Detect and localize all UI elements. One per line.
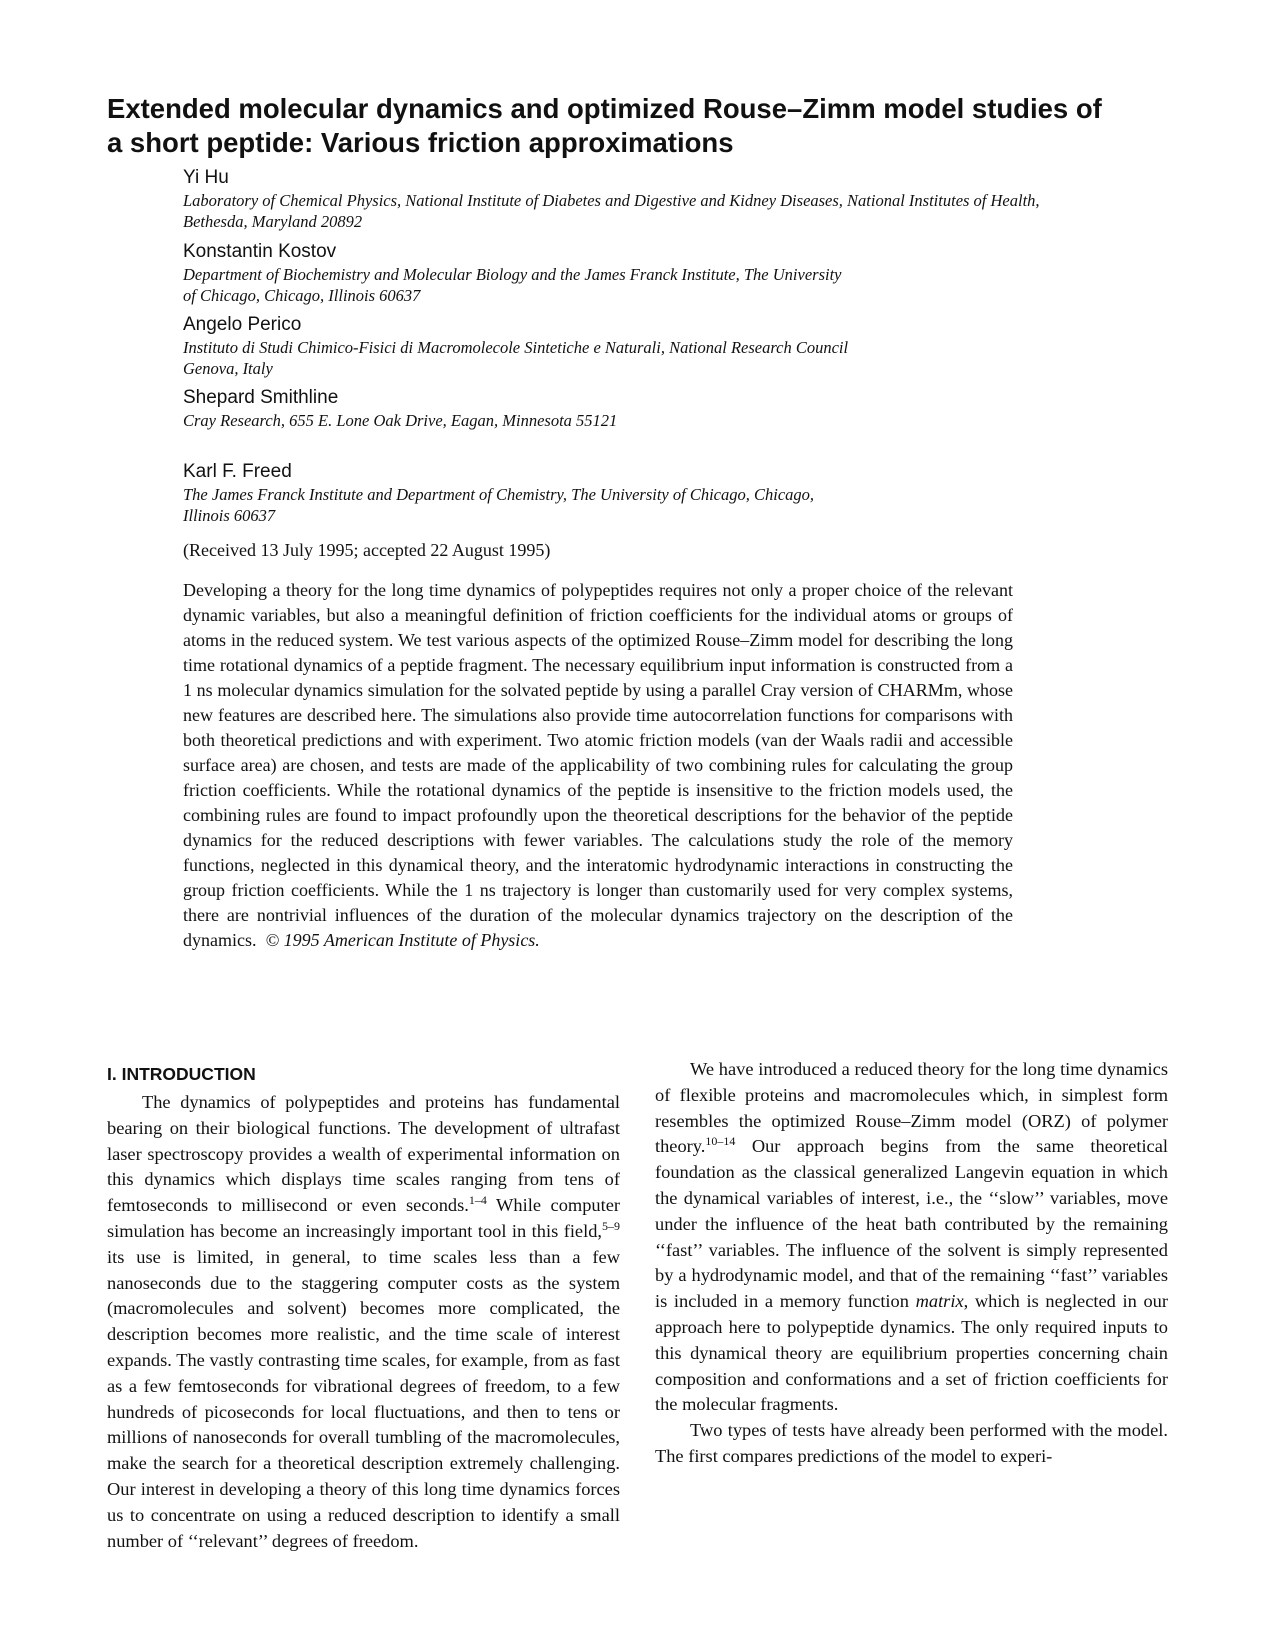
- author-affiliation: Cray Research, 655 E. Lone Oak Drive, Eagan, Minnesota 55121: [183, 411, 618, 430]
- section-heading: I. INTRODUCTION: [107, 1064, 256, 1084]
- copyright-notice: © 1995 American Institute of Physics.: [265, 930, 540, 950]
- author-affiliation: Department of Biochemistry and Molecular Biology and the James Franck Institute, The University of Chicago, Chicago, Illinois 60637: [183, 265, 842, 305]
- author-block: [183, 460, 1083, 526]
- intro-paragraph-1: [107, 1090, 620, 1554]
- abstract: [183, 578, 1013, 953]
- citation: 5–9: [602, 1218, 620, 1233]
- author-name: Angelo Perico: [183, 314, 302, 335]
- author-block: [183, 166, 1083, 232]
- emphasis: matrix: [915, 1291, 964, 1312]
- intro-text: While computer simulation has become an increasingly important tool in this field,: [107, 1195, 620, 1241]
- author-affiliation: Instituto di Studi Chimico-Fisici di Macromolecole Sintetiche e Naturali, National Research Council Genova, Italy: [183, 338, 849, 378]
- citation: 10–14: [705, 1134, 736, 1149]
- intro-paragraph-3: Two types of tests have already been performed with the model. The first compares predictions of the model to experi-: [655, 1420, 1168, 1466]
- intro-text: its use is limited, in general, to time scales less than a few nanoseconds due to the staggering computer costs as the system (macromolecules and solvent) becomes more complicated, the description becomes more realistic, and the time scale of interest expands. The vastly contrasting time scales, for example, from as fast as a few femtoseconds for vibrational degrees of freedom, to a few hundreds of picoseconds for local fluctuations, and then to tens or millions of nanoseconds for overall tumbling of the macromolecules, make the search for a theoretical description extremely challenging. Our interest in developing a theory of this long time dynamics forces us to concentrate on using a reduced description to identify a small number of ‘‘relevant’’ degrees of freedom.: [107, 1246, 620, 1551]
- author-affiliation: Laboratory of Chemical Physics, National Institute of Diabetes and Digestive and Kidney Diseases, National Institutes of Health, Bethesda, Maryland 20892: [183, 191, 1040, 231]
- paper-title: Extended molecular dynamics and optimized Rouse–Zimm model studies of a short peptide: Various friction approximations: [107, 93, 1102, 158]
- author-block: [183, 240, 1083, 306]
- author-block: [183, 313, 1083, 379]
- received-dates: (Received 13 July 1995; accepted 22 August 1995): [183, 540, 551, 560]
- author-block: [183, 386, 1083, 431]
- intro-text: The dynamics of polypeptides and proteins has fundamental bearing on their biological functions. The development of ultrafast laser spectroscopy provides a wealth of experimental information on this dynamics which displays time scales ranging from tens of femtoseconds to millisecond or even seconds.: [107, 1092, 620, 1216]
- citation: 1–4: [468, 1193, 487, 1208]
- intro-paragraph-2: [655, 1057, 1168, 1418]
- author-name: Yi Hu: [183, 167, 229, 188]
- author-name: Konstantin Kostov: [183, 241, 337, 262]
- author-name: Shepard Smithline: [183, 387, 339, 408]
- author-name: Karl F. Freed: [183, 461, 292, 482]
- abstract-text: Developing a theory for the long time dynamics of polypeptides requires not only a proper choice of the relevant dynamic variables, but also a meaningful definition of friction coefficients for the individual atoms or groups of atoms in the reduced system. We test various aspects of the optimized Rouse–Zimm model for describing the long time rotational dynamics of a peptide fragment. The necessary equilibrium input information is constructed from a 1 ns molecular dynamics simulation for the solvated peptide by using a parallel Cray version of CHARMm, whose new features are described here. The simulations also provide time autocorrelation functions for comparisons with both theoretical predictions and with experiment. Two atomic friction models (van der Waals radii and accessible surface area) are chosen, and tests are made of the applicability of two combining rules for calculating the group friction coefficients. While the rotational dynamics of the peptide is insensitive to the friction models used, the combining rules are found to impact profoundly upon the theoretical descriptions for the behavior of the peptide dynamics for the reduced descriptions with fewer variables. The calculations study the role of the memory functions, neglected in this dynamical theory, and the interatomic hydrodynamic interactions in constructing the group friction coefficients. While the 1 ns trajectory is longer than customarily used for very complex systems, there are nontrivial influences of the duration of the molecular dynamics trajectory on the description of the dynamics.: [183, 580, 1013, 950]
- intro-text: We have introduced a reduced theory for the long time dynamics of flexible proteins and macromolecules which, in simplest form resembles the optimized Rouse–Zimm model (ORZ) of polymer theory.: [655, 1059, 1168, 1157]
- intro-text: Our approach begins from the same theoretical foundation as the classical generalized Langevin equation in which the dynamical variables of interest, i.e., the ‘‘slow’’ variables, move under the influence of the heat bath contributed by the remaining ‘‘fast’’ variables. The influence of the solvent is simply represented by a hydrodynamic model, and that of the remaining ‘‘fast’’ variables is included in a memory function: [655, 1136, 1168, 1312]
- left-column: [107, 1090, 620, 1554]
- right-column: [655, 1057, 1168, 1617]
- right-column-flow: [655, 1057, 1168, 1470]
- author-affiliation: The James Franck Institute and Department of Chemistry, The University of Chicago, Chicago, Illinois 60637: [183, 485, 815, 525]
- intro-text: , which is neglected in our approach here to polypeptide dynamics. The only required inputs to this dynamical theory are equilibrium properties concerning chain composition and conformations and a set of friction coefficients for the molecular fragments.: [655, 1291, 1168, 1415]
